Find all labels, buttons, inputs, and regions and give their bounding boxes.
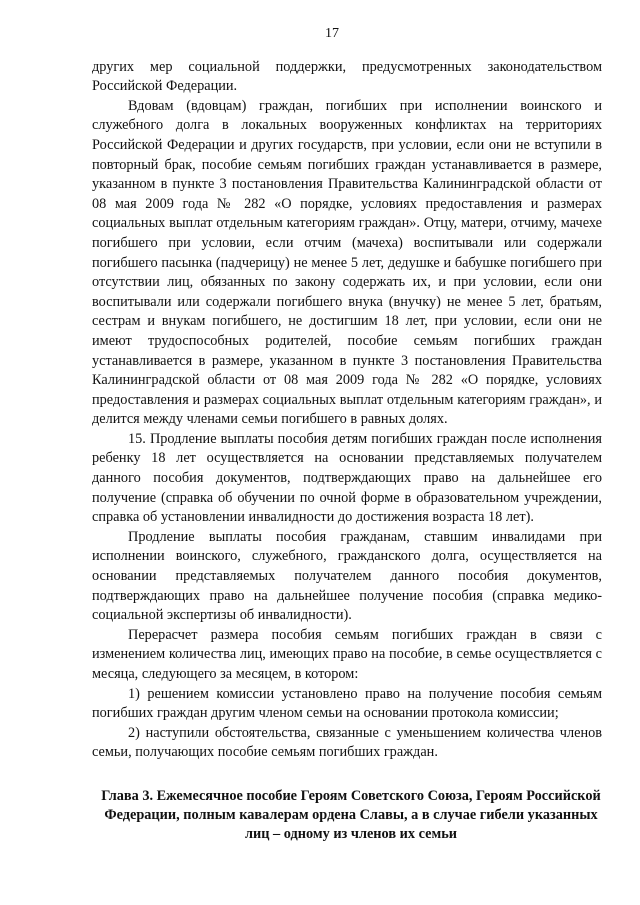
paragraph-widows: Вдовам (вдовцам) граждан, погибших при исполнении воинского и служебного долга в локальных вооруженных конфликтах на территориях Российской Федерации и других государств, при условии, если они не вступили в повторный брак, пособие семьям погибших граждан устанавливается в размере, указанном в пункте 3 постановления Правительства Калининградской области от 08 мая 2009 года № 282 «О порядке, условиях предоставления и размерах социальных выплат отдельным категориям граждан». Отцу, матери, отчиму, мачехе погибшего при условии, если отчим (мачеха) воспитывали или содержали погибшего пасынка (падчерицу) не менее 5 лет, дедушке и бабушке погибшего при отсутствии лиц, обязанных по закону содержать их, и при условии, если они воспитывали или содержали погибшего внука (внучку) не менее 5 лет, братьям, сестрам и внукам погибшего, не достигшим 18 лет, при условии, если они не имеют трудоспособных родителей, пособие семьям погибших граждан устанавливается в размере, указанном в пункте 3 постановления Правительства Калининградской области от 08 мая 2009 года № 282 «О порядке, условиях предоставления и размерах социальных выплат отдельным категориям граждан», и делится между членами семьи погибшего в равных долях. — [92, 97, 602, 428]
paragraph-disabled-extension: Продление выплаты пособия гражданам, ставшим инвалидами при исполнении воинского, служебного, гражданского долга, осуществляется на основании представляемых получателем данного пособия документов, подтверждающих право на дальнейшее получение пособия (справка медико-социальной экспертизы об инвалидности). — [92, 528, 602, 624]
paragraph-item-15: 15. Продление выплаты пособия детям погибших граждан после исполнения ребенку 18 лет осуществляется на основании представляемых получателем данного пособия документов, подтверждающих право на дальнейшее его получение (справка об обучении по очной форме в образовательном учреждении, справка об установлении инвалидности до достижения возраста 18 лет). — [92, 430, 602, 526]
page-number: 17 — [325, 26, 339, 41]
list-item-2: 2) наступили обстоятельства, связанные с уменьшением количества членов семьи, получающих пособие семьям погибших граждан. — [92, 724, 602, 761]
paragraph-continuation: других мер социальной поддержки, предусмотренных законодательством Российской Федерации. — [92, 58, 602, 95]
chapter-heading: Глава 3. Ежемесячное пособие Героям Советского Союза, Героям Российской Федерации, полным кавалерам ордена Славы, а в случае гибели указанных лиц – одному из членов их семьи — [101, 787, 601, 842]
list-item-1: 1) решением комиссии установлено право на получение пособия семьям погибших граждан другим членом семьи на основании протокола комиссии; — [92, 685, 602, 722]
paragraph-recalculation: Перерасчет размера пособия семьям погибших граждан в связи с изменением количества лиц, имеющих право на пособие, в семье осуществляется с месяца, следующего за месяцем, в котором: — [92, 626, 602, 682]
